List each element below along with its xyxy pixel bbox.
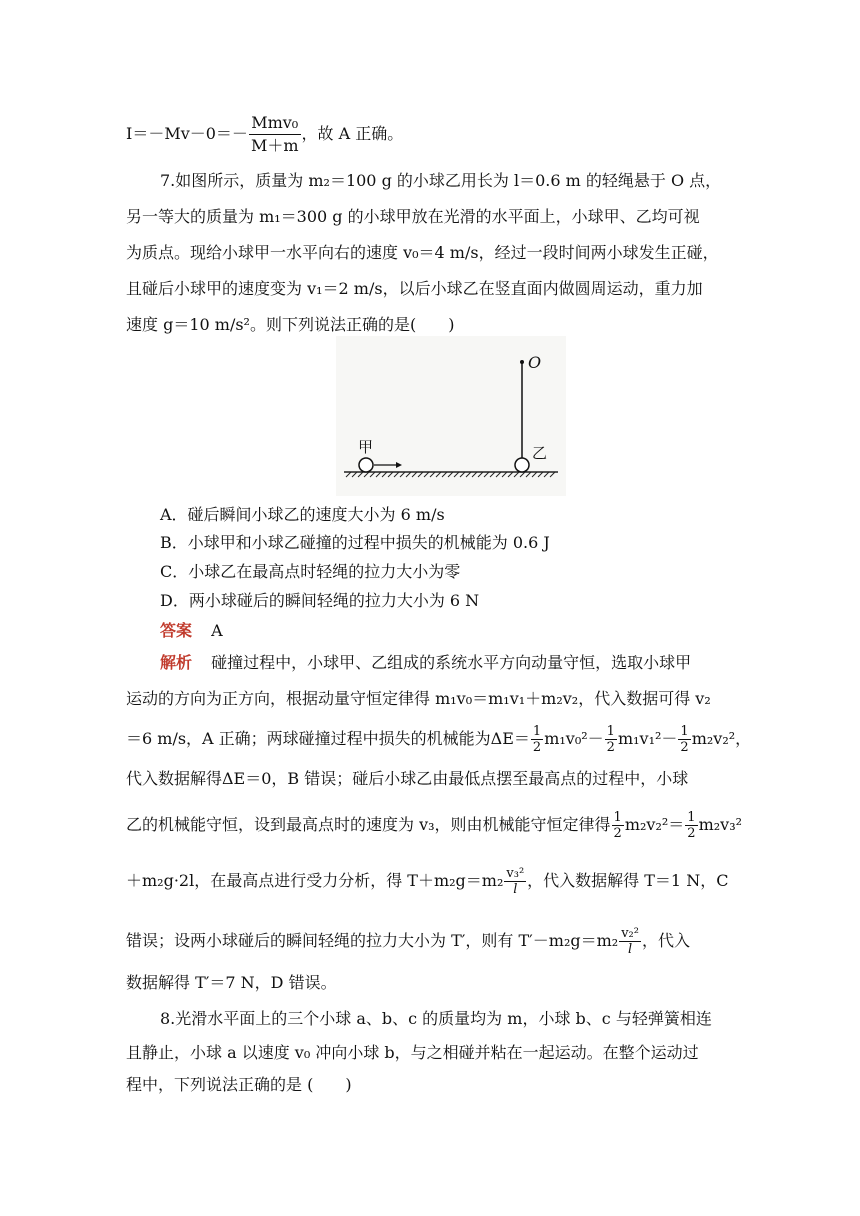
analysis-text-5b: m₂v₂²＝ xyxy=(624,815,685,834)
analysis-line-7 xyxy=(126,926,690,957)
option-a: A．碰后瞬间小球乙的速度大小为 6 m/s xyxy=(160,505,445,524)
fraction-numerator: v₃² xyxy=(506,866,525,881)
option-b: B．小球甲和小球乙碰撞的过程中损失的机械能为 0.6 J xyxy=(160,533,550,552)
fraction-denominator: 2 xyxy=(532,740,542,755)
analysis-line-1 xyxy=(160,652,691,674)
answer-value: A xyxy=(211,621,223,640)
q8-line-1: 8.光滑水平面上的三个小球 a、b、c 的质量均为 m，小球 b、c 与轻弹簧相连 xyxy=(160,1009,712,1028)
analysis-text-7a: 错误；设两小球碰后的瞬间轻绳的拉力大小为 T′，则有 T′－m₂g＝m₂ xyxy=(126,931,619,950)
analysis-text-6a: ＋m₂g·2l，在最高点进行受力分析，得 T＋m₂g＝m₂ xyxy=(126,871,504,890)
fraction-denominator: 2 xyxy=(613,826,622,841)
fraction-numerator: 1 xyxy=(606,724,615,739)
option-d: D．两小球碰后的瞬间轻绳的拉力大小为 6 N xyxy=(160,591,480,610)
answer-label: 答案 xyxy=(160,621,193,640)
prev-solution-lhs: I＝－Mv－0＝－ xyxy=(126,124,248,143)
q7-line-4: 且碰后小球甲的速度变为 v₁＝2 m/s，以后小球乙在竖直面内做圆周运动，重力加 xyxy=(126,279,703,298)
fraction-numerator: 1 xyxy=(613,810,622,825)
fraction-denominator: 2 xyxy=(606,740,615,755)
answer-line xyxy=(160,620,223,642)
pendulum-diagram xyxy=(336,336,566,496)
half-fraction xyxy=(612,810,624,841)
analysis-text-3c: m₁v₁²－ xyxy=(617,729,678,748)
fraction-denominator: M＋m xyxy=(250,136,299,155)
ball-yi xyxy=(515,458,529,472)
analysis-text-3a: ＝6 m/s，A 正确；两球碰撞过程中损失的机械能为ΔE＝ xyxy=(126,729,530,748)
analysis-line-5 xyxy=(126,810,742,841)
fraction-numerator: 1 xyxy=(687,810,696,825)
analysis-text-5a: 乙的机械能守恒，设到最高点时的速度为 v₃，则由机械能守恒定律得 xyxy=(126,815,611,834)
analysis-text-3b: m₁v₀²－ xyxy=(544,729,604,748)
v2-over-l-fraction xyxy=(619,926,641,957)
prev-solution-fraction xyxy=(249,112,301,157)
analysis-text-3d: m₂v₂²， xyxy=(691,729,752,748)
analysis-line-8: 数据解得 T′＝7 N，D 错误。 xyxy=(126,973,337,992)
fraction-denominator: 2 xyxy=(687,826,696,841)
half-fraction xyxy=(605,724,617,755)
analysis-text-7b: ，代入 xyxy=(641,931,690,950)
pendulum-figure xyxy=(336,336,566,496)
q7-line-5: 速度 g＝10 m/s²。则下列说法正确的是( ) xyxy=(126,315,455,334)
v3-over-l-fraction xyxy=(504,866,526,897)
q7-line-3: 为质点。现给小球甲一水平向右的速度 v₀＝4 m/s，经过一段时间两小球发生正碰， xyxy=(126,243,719,262)
analysis-line-3 xyxy=(126,724,751,755)
fraction-numerator: Mmv₀ xyxy=(249,112,301,135)
velocity-arrowhead xyxy=(396,462,402,468)
fraction-denominator: l xyxy=(513,882,518,897)
analysis-text-5c: m₂v₃² xyxy=(698,815,743,834)
fraction-numerator: 1 xyxy=(532,724,542,739)
q8-line-3: 程中，下列说法正确的是 ( ) xyxy=(126,1075,352,1094)
fraction-denominator: l xyxy=(628,942,633,957)
half-fraction xyxy=(678,724,690,755)
q7-line-2: 另一等大的质量为 m₁＝300 g 的小球甲放在光滑的水平面上，小球甲、乙均可视 xyxy=(126,207,700,226)
label-jia: 甲 xyxy=(358,438,374,456)
label-yi: 乙 xyxy=(532,444,548,462)
analysis-line-4: 代入数据解得ΔE＝0，B 错误；碰后小球乙由最低点摆至最高点的过程中，小球 xyxy=(126,769,689,788)
analysis-text-1: 碰撞过程中，小球甲、乙组成的系统水平方向动量守恒，选取小球甲 xyxy=(211,653,692,672)
analysis-label: 解析 xyxy=(160,653,193,672)
q8-line-2: 且静止，小球 a 以速度 v₀ 冲向小球 b，与之相碰并粘在一起运动。在整个运动过 xyxy=(126,1043,699,1062)
fraction-numerator: 1 xyxy=(680,724,689,739)
half-fraction xyxy=(531,724,543,755)
fraction-numerator: v₂² xyxy=(621,926,639,941)
option-c: C．小球乙在最高点时轻绳的拉力大小为零 xyxy=(160,562,461,581)
prev-solution-tail: ，故 A 正确。 xyxy=(301,124,404,143)
fraction-denominator: 2 xyxy=(680,740,689,755)
analysis-line-2: 运动的方向为正方向，根据动量守恒定律得 m₁v₀＝m₁v₁＋m₂v₂，代入数据可得 v₂ xyxy=(126,689,711,708)
analysis-line-6 xyxy=(126,866,728,897)
analysis-text-6b: ，代入数据解得 T＝1 N，C xyxy=(527,871,729,890)
q7-line-1: 7.如图所示，质量为 m₂＝100 g 的小球乙用长为 l＝0.6 m 的轻绳悬于 O 点， xyxy=(160,171,722,190)
prev-solution-line xyxy=(126,112,403,157)
ball-jia xyxy=(359,458,373,472)
label-O: O xyxy=(528,353,542,372)
half-fraction xyxy=(685,810,697,841)
